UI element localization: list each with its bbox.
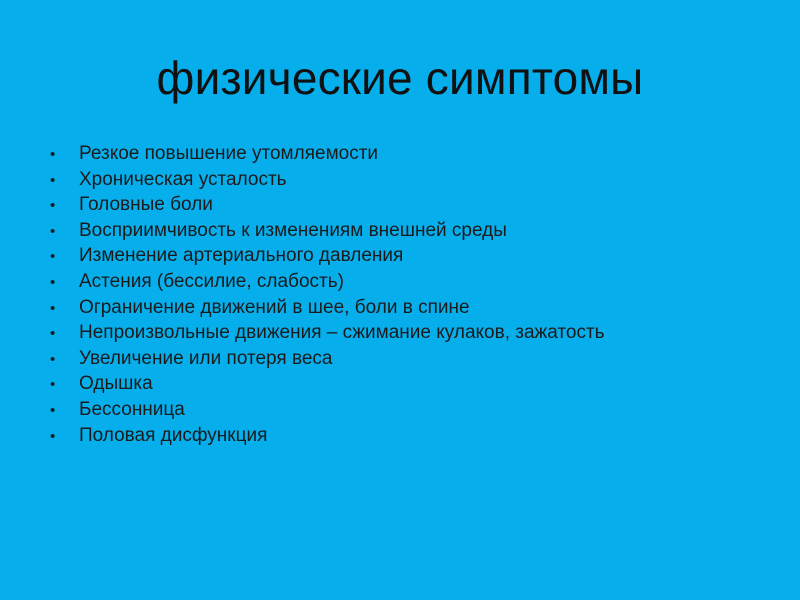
list-item-text: Астения (бессилие, слабость) [79,270,344,292]
list-item [50,269,605,295]
list-item-text: Увеличение или потеря веса [79,347,333,369]
list-item-text: Бессонница [79,398,185,420]
list-item-text: Хроническая усталость [79,168,287,190]
list-item [50,346,605,372]
bullet-icon: • [50,171,56,189]
list-item [50,192,605,218]
bullet-icon: • [50,350,56,368]
bullet-icon: • [50,222,56,240]
bullet-icon: • [50,146,56,163]
bullet-icon: • [50,248,56,266]
list-item-text: Изменение артериального давления [79,245,404,267]
list-item [50,295,605,321]
symptom-list [50,141,605,448]
list-item [50,423,605,449]
bullet-icon: • [50,299,56,317]
list-item [50,320,605,346]
list-item [50,371,605,397]
bullet-icon: • [50,325,56,343]
list-item-text: Резкое повышение утомляемости [79,143,379,164]
list-item-text: Непроизвольные движения – сжимание кулаков, зажатость [79,322,605,344]
list-item [50,243,605,269]
list-item-text: Ограничение движений в шее, боли в спине [79,296,470,318]
list-item-text: Восприимчивость к изменениям внешней среды [79,219,507,241]
slide-title: физические симптомы [156,52,644,104]
list-item [50,397,605,423]
bullet-icon: • [50,427,56,445]
bullet-icon: • [50,273,56,291]
list-item-text: Одышка [79,373,153,395]
list-item-text: Половая дисфункция [79,424,268,446]
bullet-icon: • [50,197,56,215]
list-item [50,218,605,244]
list-item [50,141,605,167]
bullet-icon: • [50,376,56,394]
list-item [50,167,605,193]
list-item-text: Головные боли [79,194,213,216]
bullet-icon: • [50,401,56,419]
